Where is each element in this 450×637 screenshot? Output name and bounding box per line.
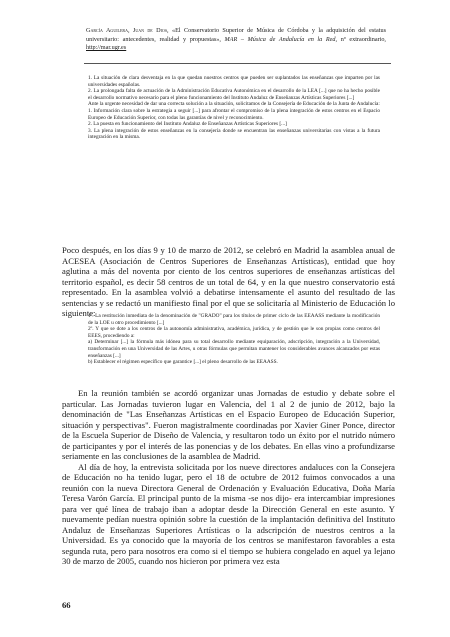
header-url-link[interactable]: http://mar.ugr.es [86,44,127,52]
body-paragraphs-jornadas [62,388,395,567]
quote-line: 2º. Y que se dote a los centros de la autonomía administrativa, académica, jurídica, y de gestión que le son propias como centros del EEES, procediendo a: [88,326,380,339]
quote-line: 1. La situación de clara desventaja en la que quedan nuestros centros que pueden ser suplantados las enseñanzas que imparten por las universidades españolas. [88,75,380,88]
paragraph-text: Poco después, en los días 9 y 10 de marzo de 2012, se celebró en Madrid la asamblea anual de ACESEA (Asociación de Centros Superiores de Enseñanzas Artísticas), entidad que hoy aglutina a más del noventa por ciento de los centros superiores de enseñanzas artísticas del territorio español, es decir 58 centros de un total de 64, y en la que nuestro conservatorio está representado. En la asamblea volvió a debatirse intensamente el asunto del resultado de las sentencias y se redactó un manifiesto final por el que se solicitaría al Ministerio de Educación lo siguiente: [62,245,395,318]
quote-line: 2. La prolongada falta de actuación de la Administración Educativa Autonómica en el desarrollo de la LEA [...] que no ha hecho posible el desarrollo normativo necesario para el pleno funcionamiento del Instituto Andaluz de Enseñanzas Artísticas Superiores [...] [88,88,380,101]
quote-line: 2. La puesta en funcionamiento del Instituto Andaluz de Enseñanzas Artísticas Superiores [...] [88,121,287,128]
block-quote-demands [88,75,380,141]
block-quote-manifesto [88,313,380,366]
paragraph-text: En la reunión también se acordó organizar unas Jornadas de estudio y debate sobre el particular. Las Jornadas tuvieron lugar en Valencia, del 1 al 2 de junio de 2012, bajo la denominación de "Las Enseñanzas Artísticas en el Espacio Europeo de Educación Superior, situación y perspectivas". Fueron magistralmente coordinadas por Xavier Giner Ponce, director de la Escuela Superior de Diseño de Valencia, y resultaron todo un éxito por el nutrido número de participantes y por el interés de las ponencias y de los debates. En ellas vino a profundizarse seriamente en las conclusiones de la asamblea de Madrid. [62,388,395,461]
quote-line: Ante la urgente necesidad de dar una correcta solución a la situación, solicitamos de la Consejería de Educación de la Junta de Andalucía: [88,101,380,108]
running-header [86,27,386,53]
quote-line: 1. Información clara sobre la estrategia a seguir [...] para afrontar el compromiso de la plena integración de estos centros en el Espacio Europeo de Educación Superior, con todas las garantías de nivel y reconocimiento. [88,107,380,121]
quote-line: b) Establecer el régimen específico que garantice [...] el pleno desarrollo de las EEAASS. [88,359,278,366]
header-article-title: , «El Conservatorio Superior de Música de Córdoba y la adquisición del estatus universitario: antecedentes, realidad y propuestas», [86,27,386,43]
header-author: García Aguilera, Juan de Dios [86,27,168,34]
body-paragraph-acesea [62,245,395,319]
header-issue: , nº extraordinario, [335,35,386,43]
page-number: 66 [62,600,71,610]
header-divider [84,63,391,64]
quote-line: 1º. La restitución inmediata de la denominación de "GRADO" para los títulos de primer ciclo de las EEAASS mediante la modificación de la LOE u otro procedimiento [...] [88,313,380,326]
quote-line: 3. La plena integración de estos enseñanzas en la consejería donde se encuentran las enseñanzas universitarias con vistas a la futura integración en la misma. [88,127,380,141]
quote-line: a) Determinar [...] la fórmula más idónea para su total desarrollo mediante equiparación, adscripción, integración a la Universidad, transformación en una Universidad de las Artes, u otras fórmulas que permitan mantener los considerables avances alcanzados por estas enseñanzas [...] [88,339,380,359]
paragraph-text: Al día de hoy, la entrevista solicitada por los nueve directores andaluces con la Consejera de Educación no ha tenido lugar, pero el 18 de octubre de 2012 fuimos convocados a una reunión con la nueva Directora General de Ordenación y Evaluación Educativa, Doña María Teresa Varón García. El principal punto de la misma -se nos dijo- era intercambiar impresiones para ver qué línea de trabajo iban a adoptar desde la Dirección General en este asunto. Y nuevamente pedían nuestra opinión sobre la cuestión de la implantación definitiva del Instituto Andaluz de Enseñanzas Superiores Artísticas o la adscripción de nuestros centros a la Universidad. Es ya conocido que la mayoría de los centros se manifestaron favorables a esta segunda ruta, pero para nosotros era como si el tiempo se hubiera congelado en aquel ya lejano 30 de marzo de 2005, cuando nos hicieron por primera vez esta [62,461,395,566]
header-journal: MAR – Música de Andalucía en la Red [224,35,336,43]
